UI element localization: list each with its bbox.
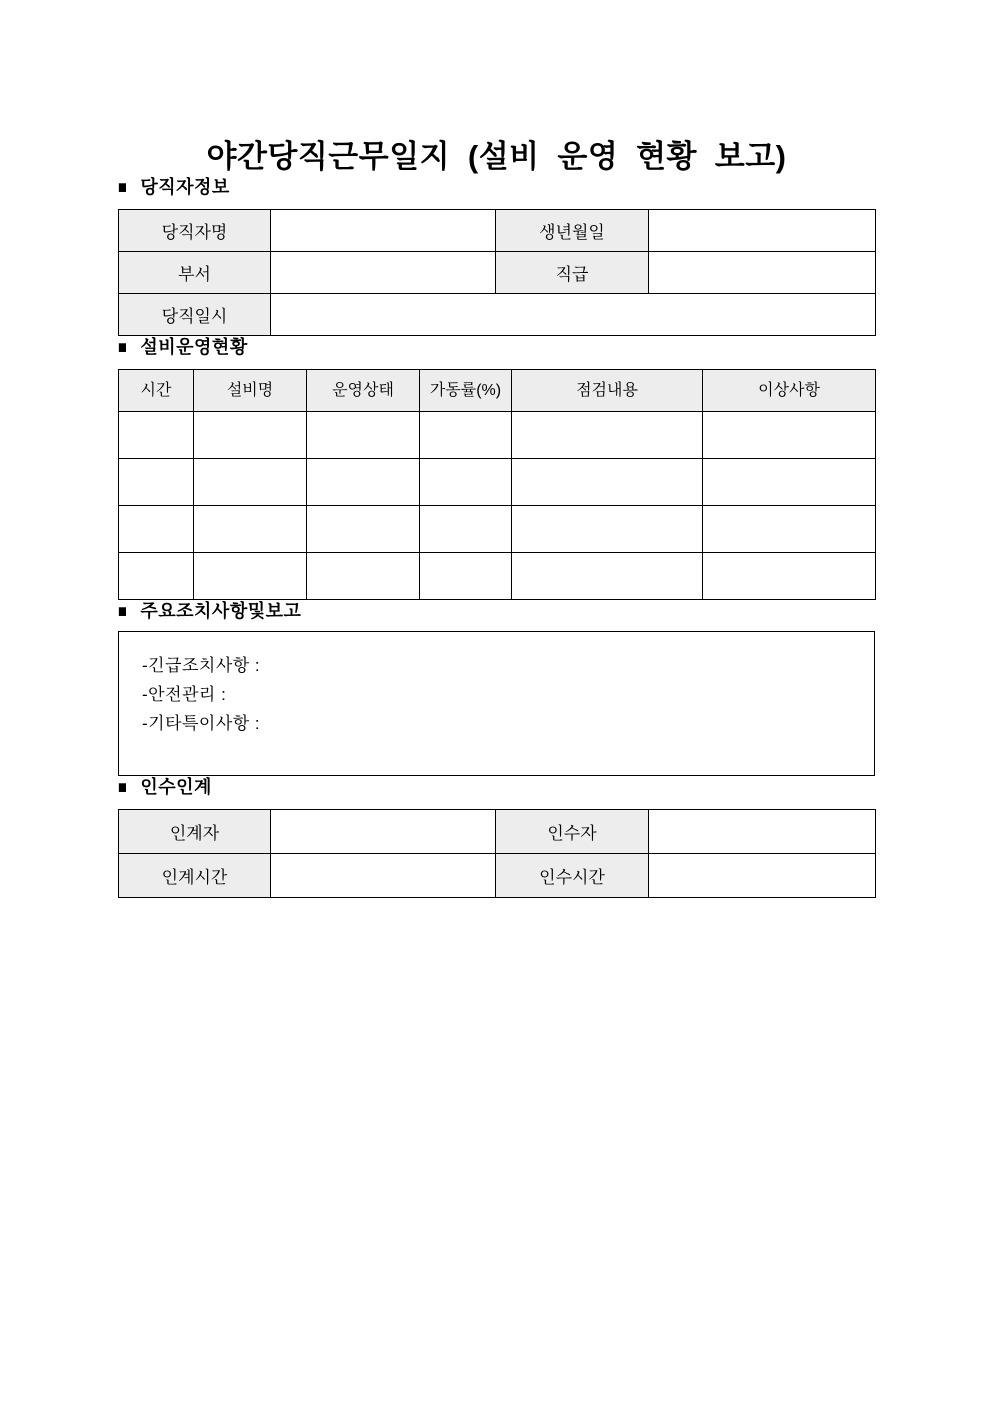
- inspection-details-field[interactable]: [512, 412, 703, 459]
- time-field[interactable]: [119, 412, 194, 459]
- time-field[interactable]: [119, 506, 194, 553]
- abnormalities-field[interactable]: [703, 506, 876, 553]
- utilization-rate-field[interactable]: [420, 553, 512, 600]
- equipment-name-field[interactable]: [194, 506, 307, 553]
- section-heading-label: 주요조치사항및보고: [140, 601, 302, 621]
- table-header-row: [119, 370, 876, 412]
- actions-report-box[interactable]: [118, 631, 875, 776]
- utilization-rate-field[interactable]: [420, 506, 512, 553]
- column-header-abnormalities: 이상사항: [703, 370, 876, 412]
- inspection-details-field[interactable]: [512, 553, 703, 600]
- utilization-rate-field[interactable]: [420, 412, 512, 459]
- operation-state-field[interactable]: [307, 506, 420, 553]
- abnormalities-field[interactable]: [703, 412, 876, 459]
- equipment-status-table: [118, 369, 876, 600]
- document-title: 야간당직근무일지 (설비 운영 현황 보고): [206, 139, 787, 174]
- label-cell: 인계자: [119, 810, 271, 854]
- section-heading-equipment-status: [118, 336, 875, 358]
- duty-info-table: [118, 209, 876, 336]
- column-header-inspection-details: 점검내용: [512, 370, 703, 412]
- utilization-rate-field[interactable]: [420, 459, 512, 506]
- operation-state-field[interactable]: [307, 553, 420, 600]
- inspection-details-field[interactable]: [512, 506, 703, 553]
- table-row: [119, 506, 876, 553]
- section-marker-icon: ■: [118, 337, 128, 357]
- table-row: [119, 210, 876, 252]
- operation-state-field[interactable]: [307, 412, 420, 459]
- label-cell: 직급: [496, 252, 649, 294]
- table-row: [119, 294, 876, 336]
- label-cell: 생년월일: [496, 210, 649, 252]
- column-header-time: 시간: [119, 370, 194, 412]
- handover-person-field[interactable]: [271, 810, 496, 854]
- birth-date-field[interactable]: [649, 210, 876, 252]
- section-heading-actions-report: [118, 600, 875, 622]
- time-field[interactable]: [119, 459, 194, 506]
- equipment-name-field[interactable]: [194, 459, 307, 506]
- section-heading-handover: [118, 776, 875, 798]
- label-cell: 당직자명: [119, 210, 271, 252]
- equipment-name-field[interactable]: [194, 412, 307, 459]
- operation-state-field[interactable]: [307, 459, 420, 506]
- time-field[interactable]: [119, 553, 194, 600]
- section-heading-label: 당직자정보: [140, 177, 230, 197]
- table-row: [119, 553, 876, 600]
- handover-table: [118, 809, 876, 898]
- column-header-equipment-name: 설비명: [194, 370, 307, 412]
- other-notes-line: -기타특이사항 :: [142, 714, 261, 733]
- section-heading-label: 인수인계: [140, 777, 212, 797]
- label-cell: 인수시간: [496, 854, 649, 898]
- position-field[interactable]: [649, 252, 876, 294]
- table-row: [119, 810, 876, 854]
- takeover-time-field[interactable]: [649, 854, 876, 898]
- column-header-operation-state: 운영상태: [307, 370, 420, 412]
- section-marker-icon: ■: [118, 177, 128, 197]
- duty-name-field[interactable]: [271, 210, 496, 252]
- department-field[interactable]: [271, 252, 496, 294]
- abnormalities-field[interactable]: [703, 553, 876, 600]
- column-header-utilization-rate: 가동률(%): [420, 370, 512, 412]
- emergency-actions-line: -긴급조치사항 :: [142, 656, 261, 675]
- table-row: [119, 854, 876, 898]
- equipment-name-field[interactable]: [194, 553, 307, 600]
- label-cell: 인계시간: [119, 854, 271, 898]
- section-marker-icon: ■: [118, 601, 128, 621]
- safety-management-line: -안전관리 :: [142, 685, 227, 704]
- takeover-person-field[interactable]: [649, 810, 876, 854]
- label-cell: 당직일시: [119, 294, 271, 336]
- section-marker-icon: ■: [118, 777, 128, 797]
- abnormalities-field[interactable]: [703, 459, 876, 506]
- inspection-details-field[interactable]: [512, 459, 703, 506]
- handover-time-field[interactable]: [271, 854, 496, 898]
- section-heading-label: 설비운영현황: [140, 337, 248, 357]
- table-row: [119, 459, 876, 506]
- table-row: [119, 252, 876, 294]
- label-cell: 인수자: [496, 810, 649, 854]
- section-heading-duty-info: [118, 176, 875, 198]
- table-row: [119, 412, 876, 459]
- duty-datetime-field[interactable]: [271, 294, 876, 336]
- label-cell: 부서: [119, 252, 271, 294]
